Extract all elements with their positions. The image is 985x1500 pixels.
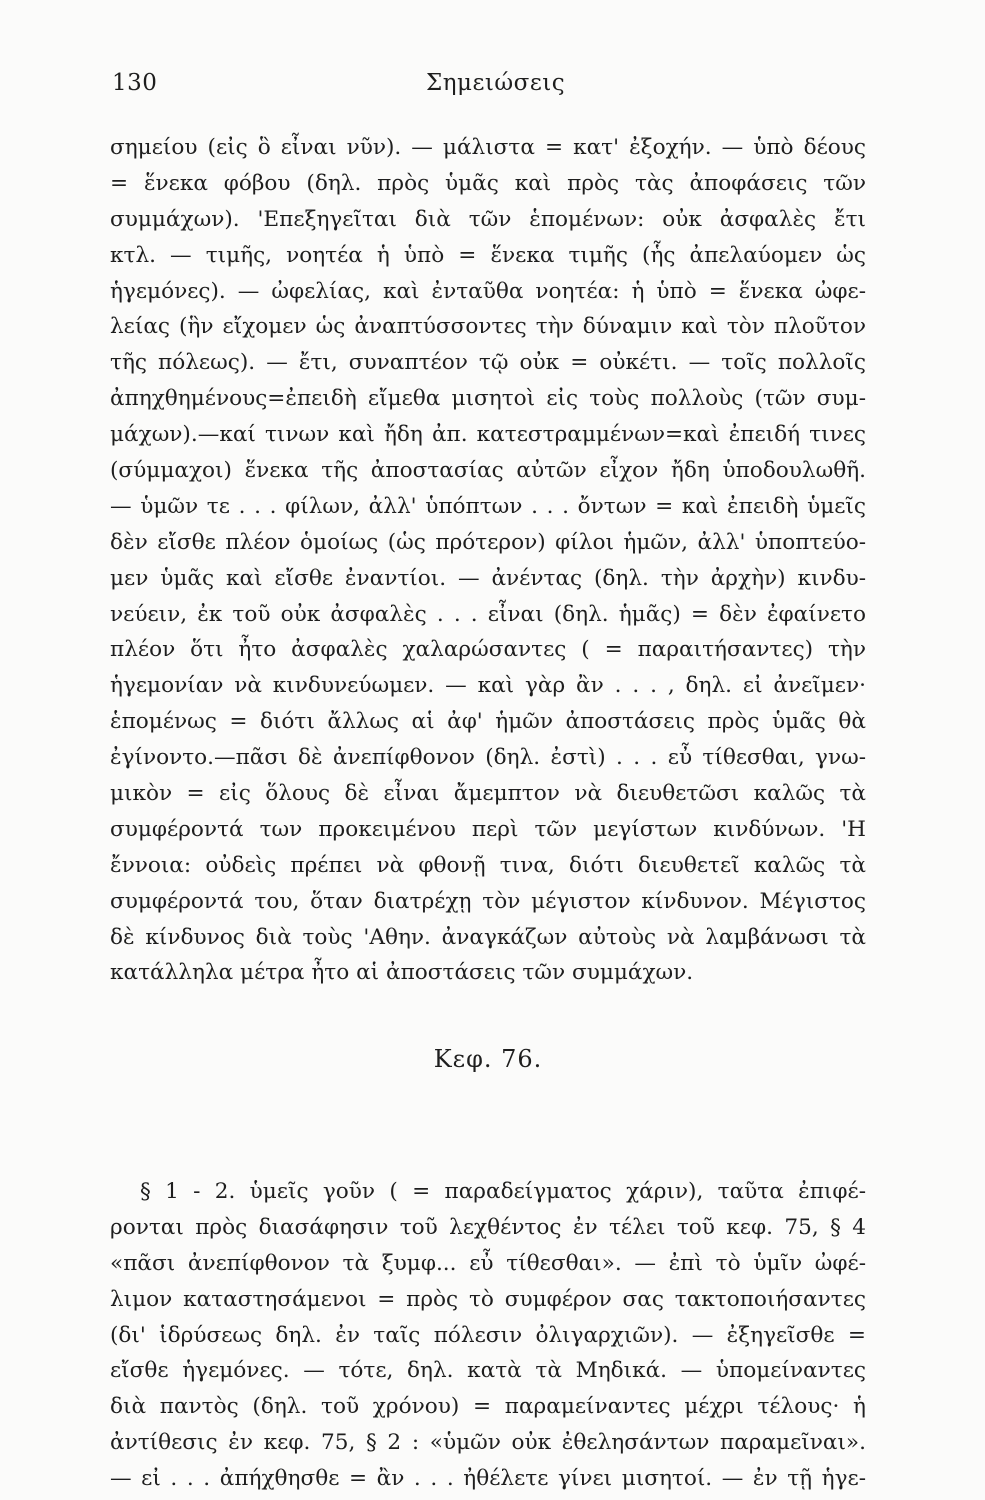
notes-paragraph-1 xyxy=(110,130,866,991)
text-line: δὲν εἴσθε πλέον ὁμοίως (ὡς πρότερον) φίλοι ἡμῶν, ἀλλ' ὑποπτεύο- xyxy=(110,529,866,555)
text-line: ἀπηχθημένους=ἐπειδὴ εἴμεθα μισητοὶ εἰς τοὺς πολλοὺς (τῶν συμ- xyxy=(110,386,866,412)
text-line: νεύειν, ἐκ τοῦ οὐκ ἀσφαλὲς . . . εἶναι (δηλ. ἡμᾶς) = δὲν ἐφαίνετο xyxy=(110,601,866,627)
text-line: συμφέροντά των προκειμένου περὶ τῶν μεγίστων κινδύνων. 'Η xyxy=(110,816,866,842)
text-line: ἡγεμονίαν νὰ κινδυνεύωμεν. — καὶ γὰρ ἂν . . . , δηλ. εἰ ἀνεῖμεν· xyxy=(110,673,866,699)
running-title: Σημειώσεις xyxy=(426,70,566,96)
text-line: — ὑμῶν τε . . . φίλων, ἀλλ' ὑπόπτων . . . ὄντων = καὶ ἐπειδὴ ὑμεῖς xyxy=(110,493,866,519)
text-line: § 1 - 2. ὑμεῖς γοῦν ( = παραδείγματος χάριν), ταῦτα ἐπιφέ- xyxy=(140,1179,866,1204)
text-line: διὰ παντὸς (δηλ. τοῦ χρόνου) = παραμείναντες μέχρι τέλους· ἡ xyxy=(110,1394,866,1420)
text-line: συμμάχων). 'Επεξηγεῖται διὰ τῶν ἑπομένων: οὐκ ἀσφαλὲς ἔτι xyxy=(110,206,866,232)
text-line: ἔννοια: οὐδεὶς πρέπει νὰ φθονῇ τινα, διότι διευθετεῖ καλῶς τὰ xyxy=(110,852,866,878)
text-line: κτλ. — τιμῆς, νοητέα ἡ ὑπὸ = ἕνεκα τιμῆς (ἧς ἀπελαύομεν ὡς xyxy=(110,242,866,268)
notes-paragraph-2 xyxy=(110,1174,866,1497)
text-line: ἡγεμόνες). — ὠφελίας, καὶ ἐνταῦθα νοητέα: ἡ ὑπὸ = ἕνεκα ὠφε- xyxy=(110,278,866,304)
page-number: 130 xyxy=(112,70,158,96)
text-line: μάχων).—καί τινων καὶ ἤδη ἀπ. κατεστραμμένων=καὶ ἐπειδή τινες xyxy=(110,422,866,448)
text-line: εἴσθε ἡγεμόνες. — τότε, δηλ. κατὰ τὰ Μηδικά. — ὑπομείναντες xyxy=(110,1358,866,1384)
text-line: = ἕνεκα φόβου (δηλ. πρὸς ὑμᾶς καὶ πρὸς τὰς ἀποφάσεις τῶν xyxy=(110,170,866,196)
page-header xyxy=(112,70,872,104)
text-line: (σύμμαχοι) ἕνεκα τῆς ἀποστασίας αὐτῶν εἶχον ἤδη ὑποδουλωθῆ. xyxy=(110,458,866,484)
text-line: ἐγίνοντο.—πᾶσι δὲ ἀνεπίφθονον (δηλ. ἐστὶ) . . . εὖ τίθεσθαι, γνω- xyxy=(110,745,866,771)
text-line: συμφέροντά του, ὅταν διατρέχῃ τὸν μέγιστον κίνδυνον. Μέγιστος xyxy=(110,888,866,914)
text-line: δὲ κίνδυνος διὰ τοὺς 'Αθην. ἀναγκάζων αὐτοὺς νὰ λαμβάνωσι τὰ xyxy=(110,924,866,950)
text-line: ρονται πρὸς διασάφησιν τοῦ λεχθέντος ἐν τέλει τοῦ κεφ. 75, § 4 xyxy=(110,1214,866,1240)
text-line: λιμον καταστησάμενοι = πρὸς τὸ συμφέρον σας τακτοποιήσαντες xyxy=(110,1286,866,1312)
text-line: ἀντίθεσις ἐν κεφ. 75, § 2 : «ὑμῶν οὐκ ἐθελησάντων παραμεῖναι». xyxy=(110,1430,866,1456)
text-line: τῆς πόλεως). — ἔτι, συναπτέον τῷ οὐκ = οὐκέτι. — τοῖς πολλοῖς xyxy=(110,350,866,376)
text-line: σημείου (εἰς ὃ εἶναι νῦν). — μάλιστα = κατ' ἐξοχήν. — ὑπὸ δέους xyxy=(110,135,866,160)
text-line: λείας (ἣν εἴχομεν ὡς ἀναπτύσσοντες τὴν δύναμιν καὶ τὸν πλοῦτον xyxy=(110,314,866,340)
text-line: ἑπομένως = διότι ἄλλως αἱ ἀφ' ἡμῶν ἀποστάσεις πρὸς ὑμᾶς θὰ xyxy=(110,709,866,735)
text-line: μικὸν = εἰς ὅλους δὲ εἶναι ἄμεμπτον νὰ διευθετῶσι καλῶς τὰ xyxy=(110,781,866,807)
text-line: μεν ὑμᾶς καὶ εἴσθε ἐναντίοι. — ἀνέντας (δηλ. τὴν ἀρχὴν) κινδυ- xyxy=(110,565,866,591)
text-line: κατάλληλα μέτρα ἦτο αἱ ἀποστάσεις τῶν συμμάχων. xyxy=(110,960,694,986)
text-line: — εἰ . . . ἀπήχθησθε = ἂν . . . ἠθέλετε γίνει μισητοί. — ἐν τῇ ἡγε- xyxy=(110,1466,866,1492)
text-line: (δι' ἱδρύσεως δηλ. ἐν ταῖς πόλεσιν ὀλιγαρχιῶν). — ἐξηγεῖσθε = xyxy=(110,1322,866,1348)
text-line: «πᾶσι ἀνεπίφθονον τὰ ξυμφ... εὖ τίθεσθαι». — ἐπὶ τὸ ὑμῖν ὠφέ- xyxy=(110,1250,866,1276)
chapter-heading: Κεφ. 76. xyxy=(433,1045,543,1073)
text-line: πλέον ὅτι ἦτο ἀσφαλὲς χαλαρώσαντες ( = παραιτήσαντες) τὴν xyxy=(110,637,866,663)
